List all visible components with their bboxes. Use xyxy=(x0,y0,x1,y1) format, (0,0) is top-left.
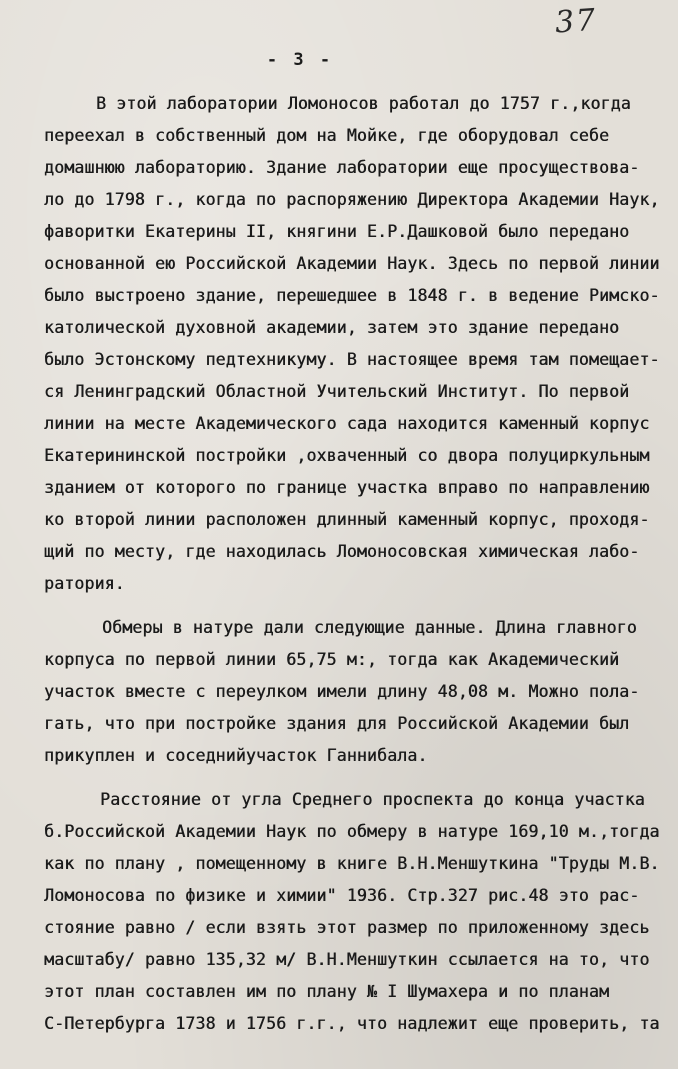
text-line: было выстроено здание, перешедшее в 1848 г. в ведение Римско- xyxy=(44,286,660,305)
text-line: Ломоносова по физике и химии" 1936. Стр.327 рис.48 это рас- xyxy=(44,886,640,905)
text-line: основанной ею Российской Академии Наук. Здесь по первой линии xyxy=(44,254,660,273)
text-line: ратория. xyxy=(44,574,125,593)
text-line: католической духовной академии, затем это здание передано xyxy=(44,318,620,337)
text-line: С-Петербурга 1738 и 1756 г.г., что надлежит еще проверить, та xyxy=(44,1014,660,1033)
text-line: Обмеры в натуре дали следующие данные. Длина главного xyxy=(102,618,637,637)
text-line: стояние равно / если взять этот размер по приложенному здесь xyxy=(44,918,650,937)
text-line: было Эстонскому педтехникуму. В настоящее время там помещает- xyxy=(44,350,660,369)
text-line: домашнюю лабораторию. Здание лаборатории еще просуществова- xyxy=(44,158,640,177)
text-line: этот план составлен им по плану № I Шумахера и по планам xyxy=(44,982,610,1001)
text-line: корпуса по первой линии 65,75 м:, тогда как Академический xyxy=(44,650,620,669)
text-line: прикуплен и соседнийучасток Ганнибала. xyxy=(44,746,428,765)
text-line: как по плану , помещенному в книге В.Н.Меншуткина "Труды М.В. xyxy=(44,854,660,873)
text-line: зданием от которого по границе участка вправо по направлению xyxy=(44,478,650,497)
text-line: б.Российской Академии Наук по обмеру в натуре 169,10 м.,тогда xyxy=(44,822,660,841)
text-line: масштабу/ равно 135,32 м/ В.Н.Меншуткин ссылается на то, что xyxy=(44,950,650,969)
text-line: гать, что при постройке здания для Российской Академии был xyxy=(44,714,630,733)
page-number: - 3 - xyxy=(266,50,334,70)
text-line: участок вместе с переулком имели длину 48,08 м. Можно пола- xyxy=(44,682,640,701)
text-line: Екатерининской постройки ,охваченный со двора полуциркульным xyxy=(44,446,650,465)
text-line: линии на месте Академического сада находится каменный корпус xyxy=(44,414,650,433)
text-line: переехал в собственный дом на Мойке, где оборудовал себе xyxy=(44,126,610,145)
text-line: щий по месту, где находилась Ломоносовская химическая лабо- xyxy=(44,542,640,561)
text-line: фаворитки Екатерины II, княгини Е.Р.Дашковой было передано xyxy=(44,222,630,241)
text-line: Расстояние от угла Среднего проспекта до конца участка xyxy=(100,790,645,809)
text-line: В этой лаборатории Ломоносов работал до 1757 г.,когда xyxy=(96,94,631,113)
text-line: ся Ленинградский Областной Учительский Институт. По первой xyxy=(44,382,630,401)
text-line: ко второй линии расположен длинный каменный корпус, проходя- xyxy=(44,510,650,529)
archive-folio-number: 37 xyxy=(553,2,599,41)
text-line: ло до 1798 г., когда по распоряжению Директора Академии Наук, xyxy=(44,190,660,209)
